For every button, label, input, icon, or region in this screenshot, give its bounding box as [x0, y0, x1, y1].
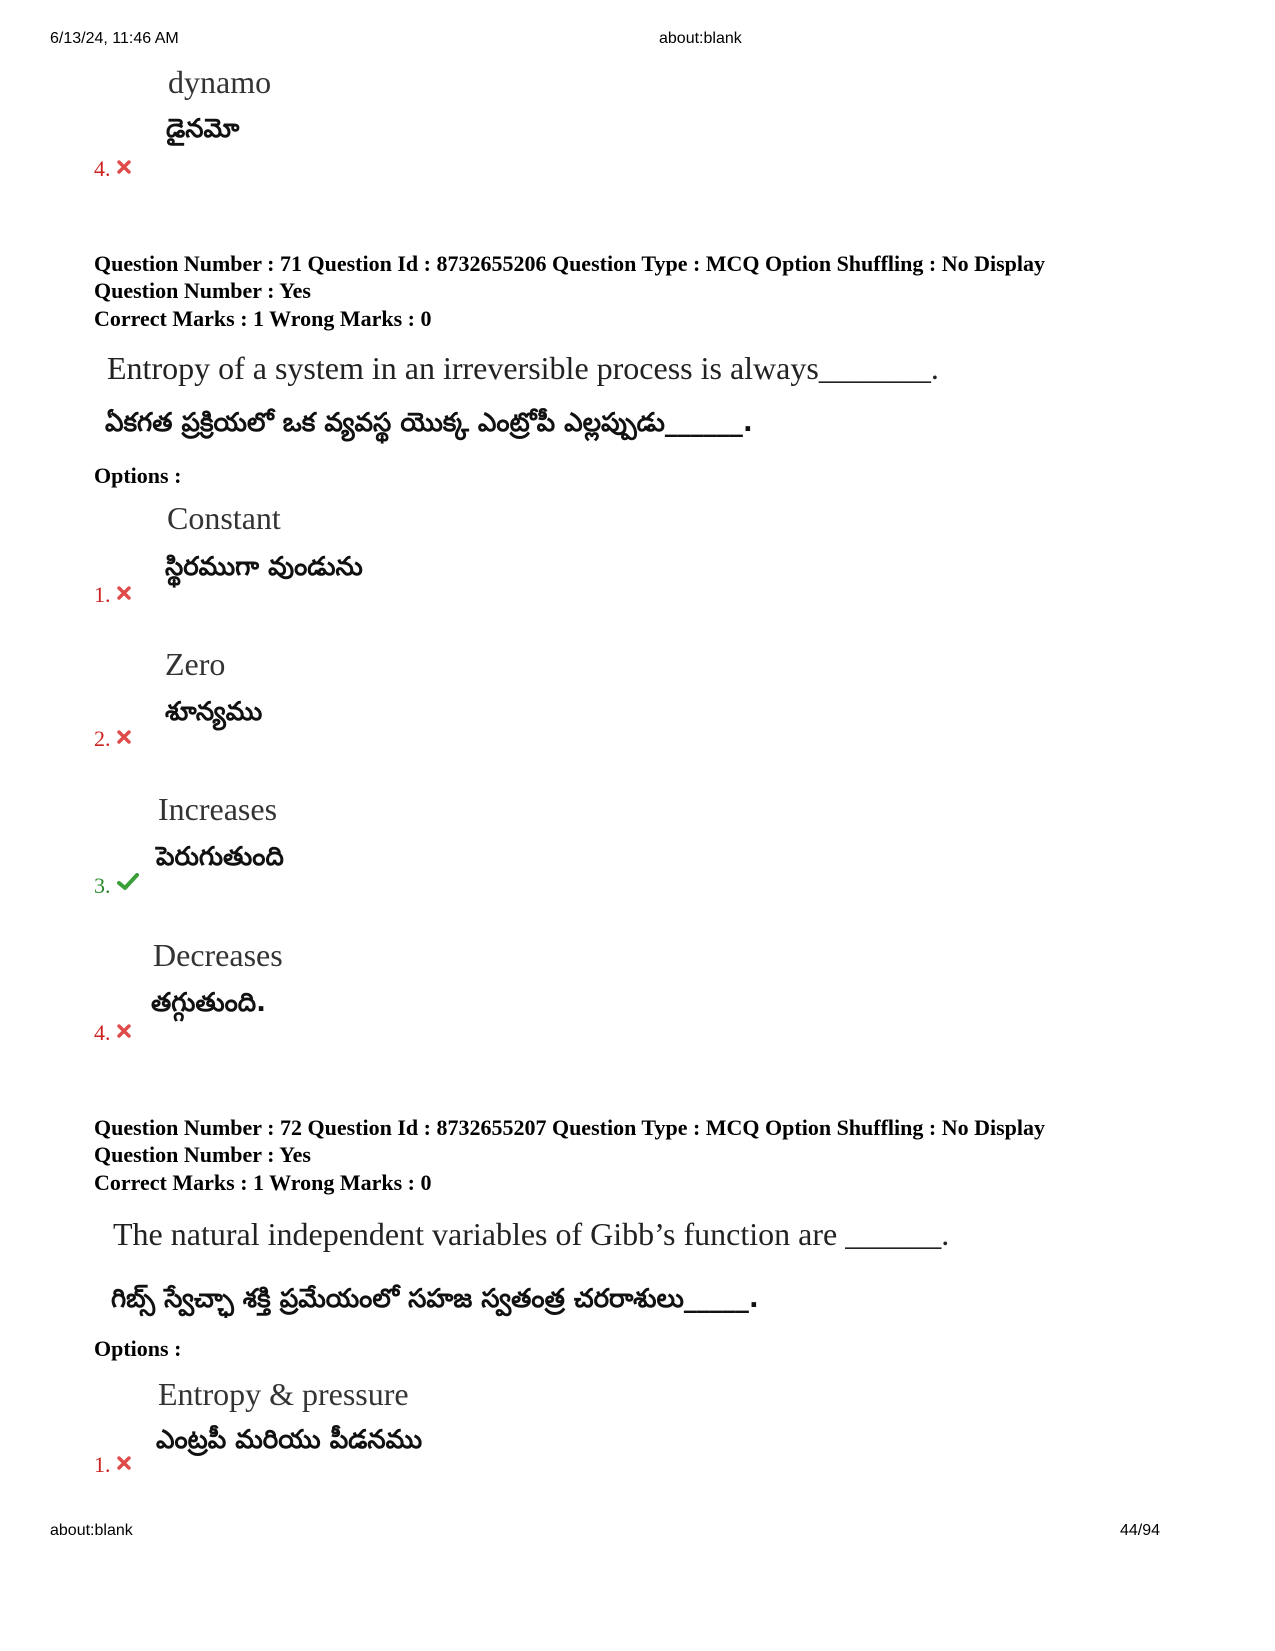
wrong-cross-icon	[117, 154, 131, 180]
q71-option-4-number: 4.	[94, 1018, 131, 1046]
q71-option-1-telugu: స్థిరముగా వుండును	[165, 552, 363, 582]
q71-option-3-number: 3.	[94, 871, 139, 899]
q71-option-4-english: Decreases	[153, 937, 283, 973]
q71-meta	[94, 250, 1045, 304]
q71-marks: Correct Marks : 1 Wrong Marks : 0	[94, 306, 432, 331]
q71-options-label: Options :	[94, 463, 182, 488]
q72-meta-line2: Question Number : Yes	[94, 1142, 311, 1167]
q71-option-3-telugu: పెరుగుతుంది	[156, 842, 284, 872]
q71-option-4-telugu: తగ్గుతుంది.	[151, 988, 267, 1018]
q71-meta-line1: Question Number : 71 Question Id : 8732655206 Question Type : MCQ Option Shuffling : No Display	[94, 251, 1046, 276]
q72-option-1-telugu: ఎంట్రపీ మరియు పీడనము	[156, 1425, 423, 1455]
prev-option-number: 4.	[94, 154, 131, 182]
q72-question-telugu: గిబ్స్ స్వేచ్ఛా శక్తి ప్రమేయంలో సహజ స్వతంత్ర చరరాశులు_____.	[111, 1284, 759, 1314]
wrong-cross-icon	[117, 1018, 131, 1044]
q72-option-1-english: Entropy & pressure	[158, 1376, 409, 1412]
q72-marks: Correct Marks : 1 Wrong Marks : 0	[94, 1170, 432, 1195]
q71-option-1-number: 1.	[94, 580, 131, 608]
prev-option-english: dynamo	[168, 64, 272, 100]
q71-option-3-english: Increases	[158, 791, 278, 827]
q71-option-2-telugu: శూన్యము	[165, 697, 263, 727]
q71-meta-line2: Question Number : Yes	[94, 278, 311, 303]
q72-meta	[94, 1114, 1045, 1168]
q72-meta-line1: Question Number : 72 Question Id : 8732655207 Question Type : MCQ Option Shuffling : No Display	[94, 1115, 1046, 1140]
wrong-cross-icon	[117, 724, 131, 750]
prev-option-telugu: డైనమో	[166, 114, 240, 144]
wrong-cross-icon	[117, 580, 131, 606]
correct-check-icon	[117, 871, 139, 897]
q71-option-2-english: Zero	[165, 646, 226, 682]
print-datetime: 6/13/24, 11:46 AM	[50, 30, 179, 47]
wrong-cross-icon	[117, 1450, 131, 1476]
page-number: 44/94	[1120, 1522, 1161, 1539]
q71-question-english: Entropy of a system in an irreversible process is always_______.	[107, 350, 939, 386]
q71-option-1-english: Constant	[167, 500, 281, 536]
q72-option-1-number: 1.	[94, 1450, 131, 1478]
q71-option-2-number: 2.	[94, 724, 131, 752]
q71-question-telugu: ఏకగత ప్రక్రియలో ఒక వ్యవస్థ యొక్క ఎంట్రోపీ ఎల్లప్పుడు______.	[105, 408, 753, 438]
footer-url: about:blank	[50, 1522, 133, 1539]
print-url: about:blank	[659, 30, 742, 47]
q72-question-english: The natural independent variables of Gibb’s function are ______.	[113, 1216, 950, 1252]
q72-options-label: Options :	[94, 1336, 182, 1361]
